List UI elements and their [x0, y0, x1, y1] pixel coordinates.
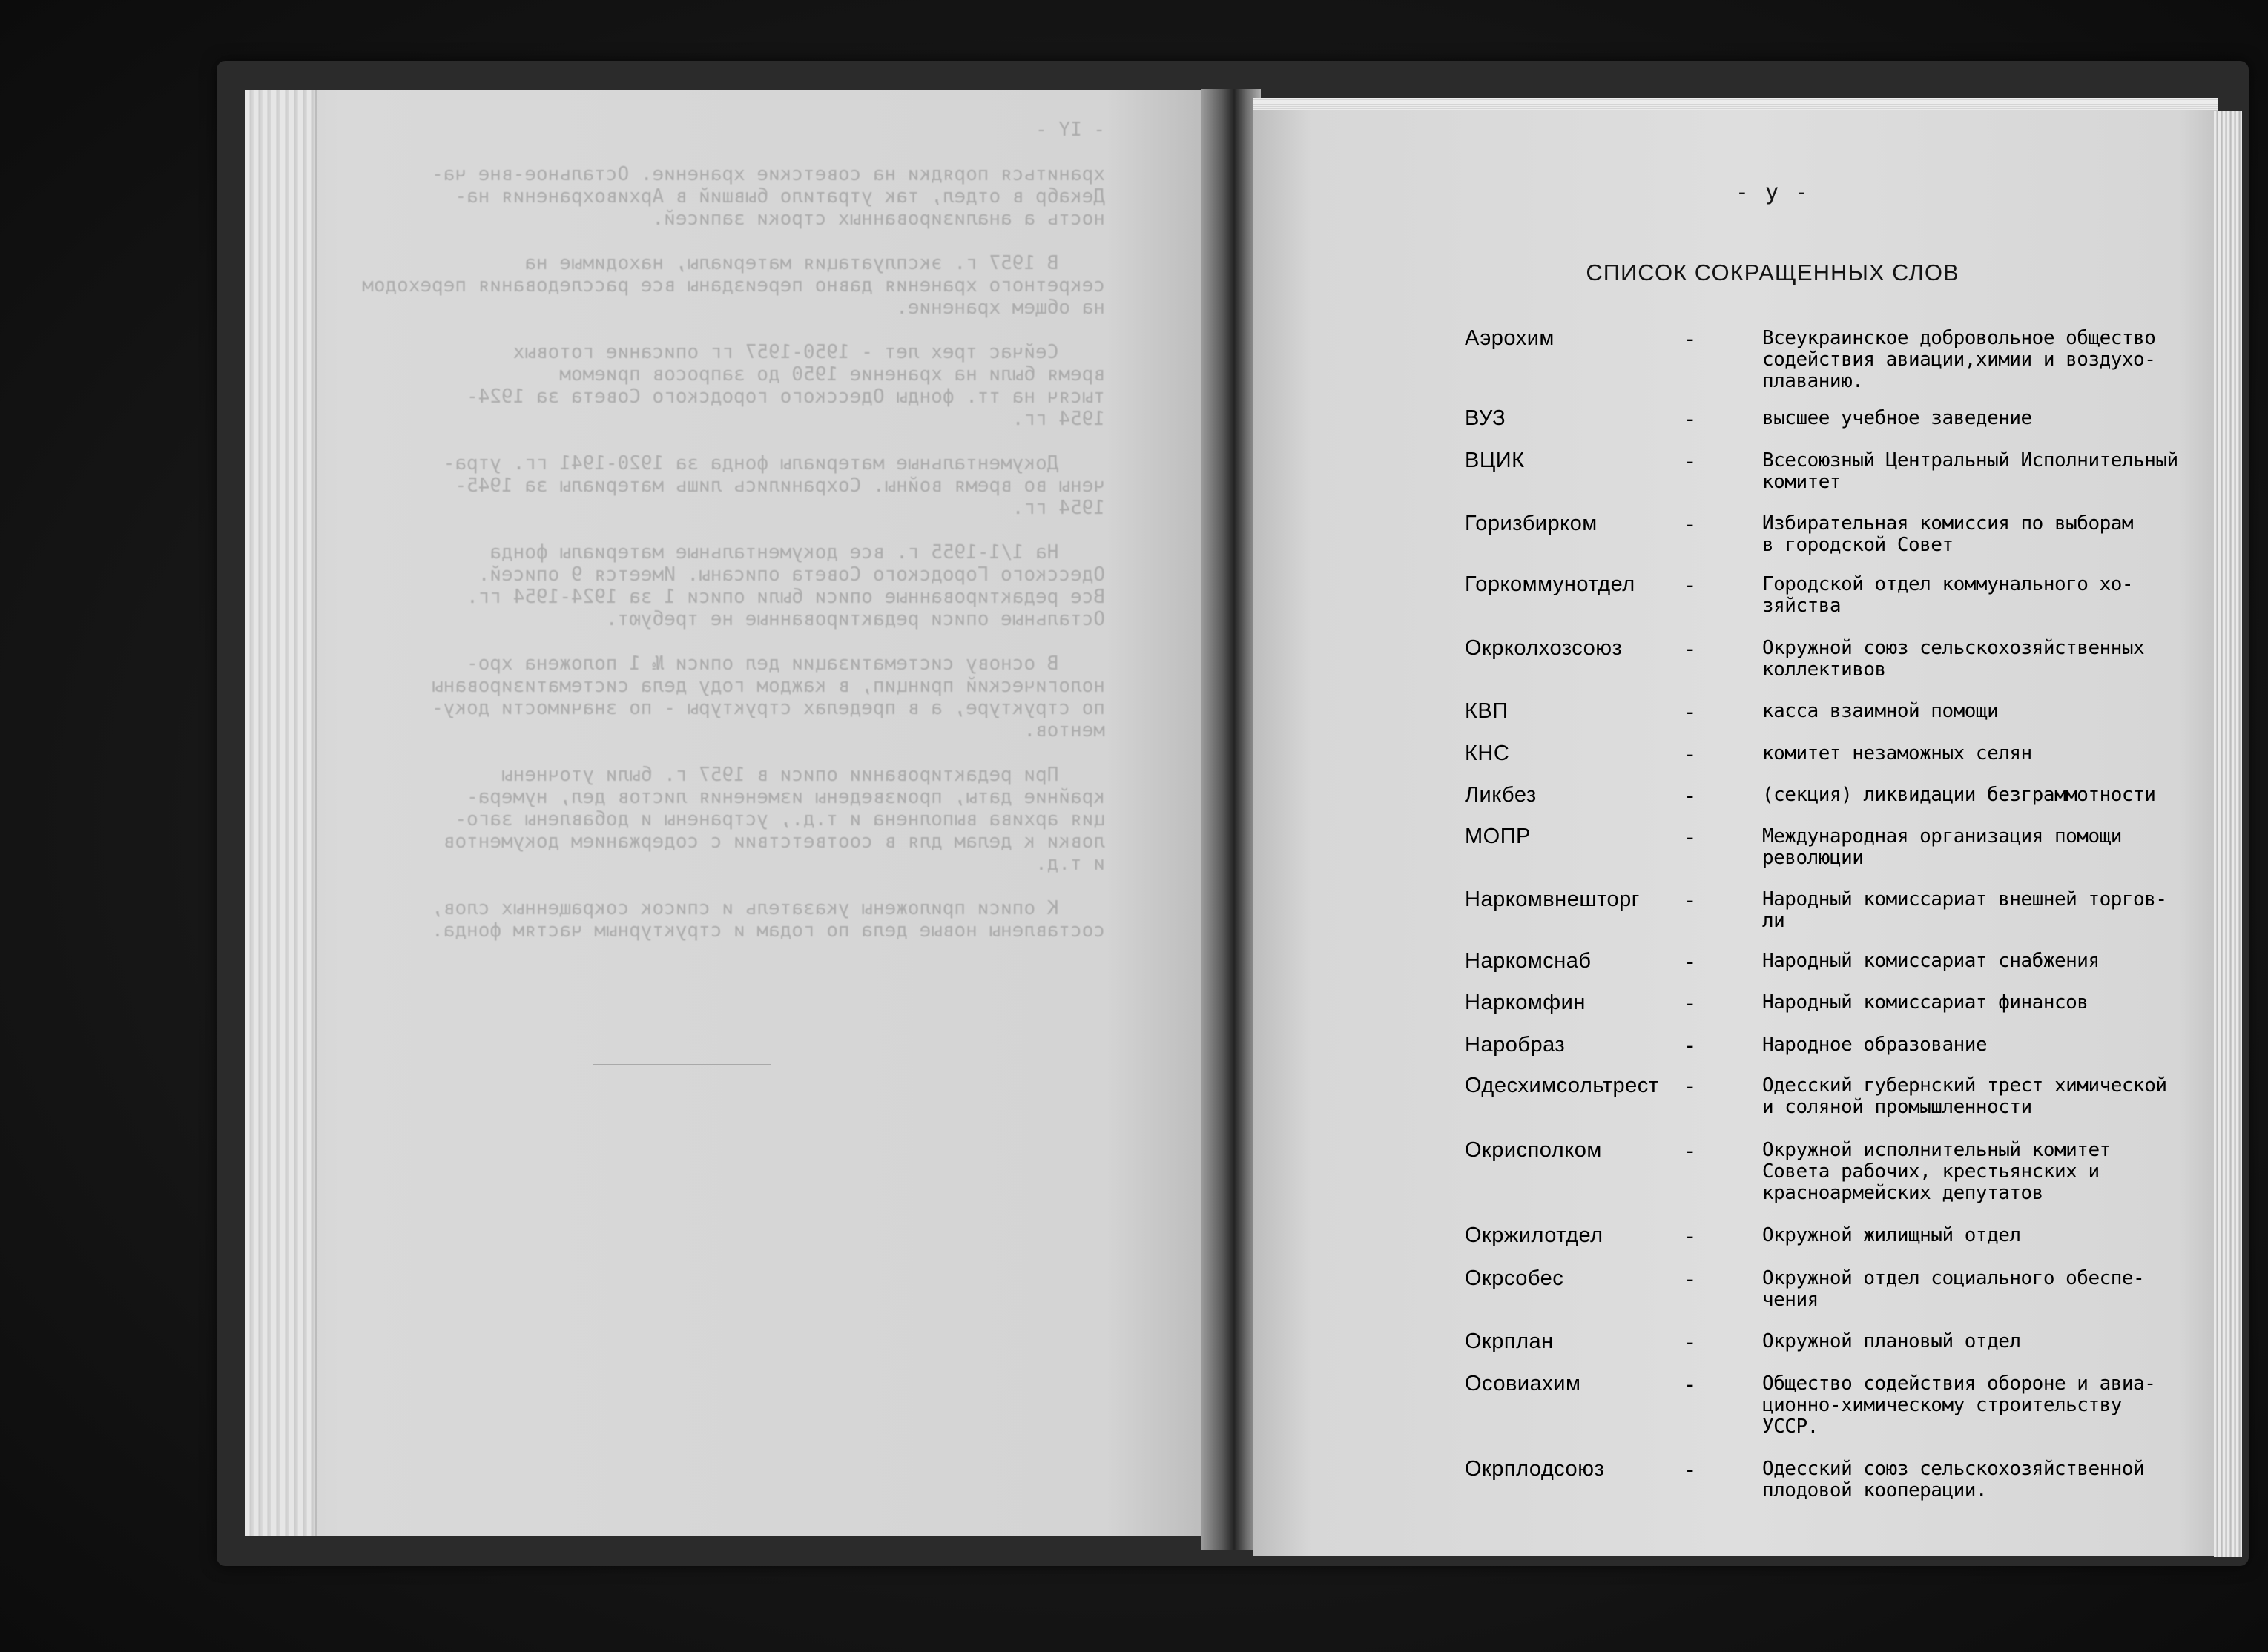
bleed-through-rule [593, 1064, 771, 1065]
entry-dash: - [1684, 512, 1697, 537]
abbreviation-term: КНС [1465, 741, 1510, 765]
entry-dash: - [1684, 1033, 1697, 1058]
abbreviation-definition: Окружной жилищный отдел [1762, 1224, 2021, 1246]
abbreviation-term: Осовиахим [1465, 1372, 1581, 1395]
abbreviation-definition: Избирательная комиссия по выборам в городской Совет [1762, 512, 2134, 556]
abbreviation-definition: Всесоюзный Центральный Исполнительный комитет [1762, 449, 2178, 493]
abbreviation-term: Аэрохим [1465, 326, 1555, 350]
entry-dash: - [1684, 326, 1697, 351]
abbreviation-term: Ликбез [1465, 783, 1537, 807]
abbreviation-definition: Окружной отдел социального обеспе- чения [1762, 1267, 2145, 1311]
abbreviation-term: ВУЗ [1465, 406, 1506, 430]
abbreviation-definition: комитет незаможных селян [1762, 742, 2032, 764]
abbreviation-term: Окржилотдел [1465, 1223, 1603, 1247]
entry-dash: - [1684, 1266, 1697, 1292]
abbreviation-definition: Одесский союз сельскохозяйственной плодовой кооперации. [1762, 1458, 2145, 1501]
entry-dash: - [1684, 783, 1697, 808]
abbreviation-definition: Народное образование [1762, 1034, 1988, 1056]
abbreviation-term: Окрколхозсоюз [1465, 636, 1623, 660]
abbreviation-definition: Всеукраинское добровольное общество содействия авиации,химии и воздухо- плаванию. [1762, 327, 2156, 392]
abbreviation-definition: (секция) ликвидации безграммотности [1762, 784, 2156, 806]
abbreviation-term: Наркомфин [1465, 991, 1586, 1014]
abbreviation-term: Наробраз [1465, 1033, 1566, 1057]
abbreviation-definition: Окружной исполнительный комитет Совета рабочих, крестьянских и красноармейских депутатов [1762, 1139, 2111, 1204]
abbreviation-term: МОПР [1465, 825, 1531, 848]
entry-dash: - [1684, 888, 1697, 913]
abbreviation-definition: Городской отдел коммунального хо- зяйства [1762, 573, 2134, 617]
entry-dash: - [1684, 1074, 1697, 1099]
right-page-side-edges [2214, 111, 2242, 1557]
entry-dash: - [1684, 1138, 1697, 1163]
entry-dash: - [1684, 949, 1697, 974]
abbreviation-term: Одесхимсольтрест [1465, 1074, 1659, 1097]
abbreviation-definition: Окружной плановый отдел [1762, 1330, 2021, 1352]
entry-dash: - [1684, 449, 1697, 474]
abbreviation-definition: Международная организация помощи революции [1762, 825, 2122, 869]
abbreviation-definition: Одесский губернский трест химической и соляной промышленности [1762, 1074, 2167, 1118]
abbreviation-term: Окрисполком [1465, 1138, 1602, 1162]
entry-dash: - [1684, 699, 1697, 724]
abbreviation-term: Наркомвнешторг [1465, 888, 1640, 911]
abbreviation-definition: Окружной союз сельскохозяйственных коллективов [1762, 637, 2145, 681]
abbreviation-definition: Народный комиссариат снабжения [1762, 950, 2100, 972]
entry-dash: - [1684, 406, 1697, 432]
entry-dash: - [1684, 636, 1697, 661]
abbreviation-term: КВП [1465, 699, 1509, 723]
abbreviation-definition: касса взаимной помощи [1762, 700, 1999, 722]
abbreviation-term: Окрсобес [1465, 1266, 1564, 1290]
bleed-through-text: - IY - храниться порядки на советские хранение. Остальное-вне ча- Декабр в отдел, так утратило бывший в Архивохранения на- ность а анализированных строки записей. В 1957 г. эксплуатация материалы, находимые на секретного хранения давно переизданы все расследования переходом на общем хранение. Сейчас трех лет - 1950-1957 гг описание готовых время были на хранение 1950 до запросов приемом тысяч на тт. фонды Одесского городского Совета за 1924- 1954 гг. Документальные материалы фонда за 1920-1941 гг. утра- чены во время войны. Сохранились лишь материалы за 1945- 1954 гг. На 1/1-1955 г. все документальные материалы фонда Одесского Городского Совета описаны. Имеется 9 описей. Все редактированные описи были описи 1 за 1924-1954 гг. Остальные описи редактированные не требуют. В основу систематизации дел описи № 1 положена хро- нологический принцип, в каждом году дела систематизированы по структуре, а в пределах структуры - по значимости доку- ментов. При редактировании описи в 1957 г. были уточнены крайние даты, произведены изменения листов дел, нумера- ция архива выполнена и т.д., устранены и добавлены заго- ловки к делам для в соответствии с содержанием документов и т.д. К описи приложены указатель и список сокращенных слов, составлены новые дела по годам и структурным частям фонда. [362, 119, 1105, 942]
abbreviation-definition: Народный комиссариат внешней торгов- ли [1762, 888, 2167, 932]
book-gutter [1201, 89, 1261, 1550]
entry-dash: - [1684, 1223, 1697, 1249]
abbreviation-term: ВЦИК [1465, 449, 1525, 472]
abbreviation-term: Окрплан [1465, 1329, 1554, 1353]
entry-dash: - [1684, 991, 1697, 1016]
abbreviation-definition: Общество содействия обороне и авиа- ционно-химическому строительству УССР. [1762, 1372, 2156, 1438]
entry-dash: - [1684, 825, 1697, 850]
abbreviation-definition: высшее учебное заведение [1762, 407, 2032, 429]
abbreviation-term: Горизбирком [1465, 512, 1598, 535]
entry-dash: - [1684, 1372, 1697, 1397]
abbreviation-term: Горкоммунотдел [1465, 572, 1635, 596]
abbreviation-definition: Народный комиссариат финансов [1762, 991, 2089, 1014]
entry-dash: - [1684, 1329, 1697, 1355]
abbreviation-term: Окрплодсоюз [1465, 1457, 1605, 1481]
entry-dash: - [1684, 1457, 1697, 1482]
page-number: - у - [1735, 179, 1810, 205]
abbreviation-term: Наркомснаб [1465, 949, 1592, 973]
entry-dash: - [1684, 572, 1697, 598]
entry-dash: - [1684, 741, 1697, 767]
page-title: СПИСОК СОКРАЩЕННЫХ СЛОВ [1586, 260, 1959, 285]
